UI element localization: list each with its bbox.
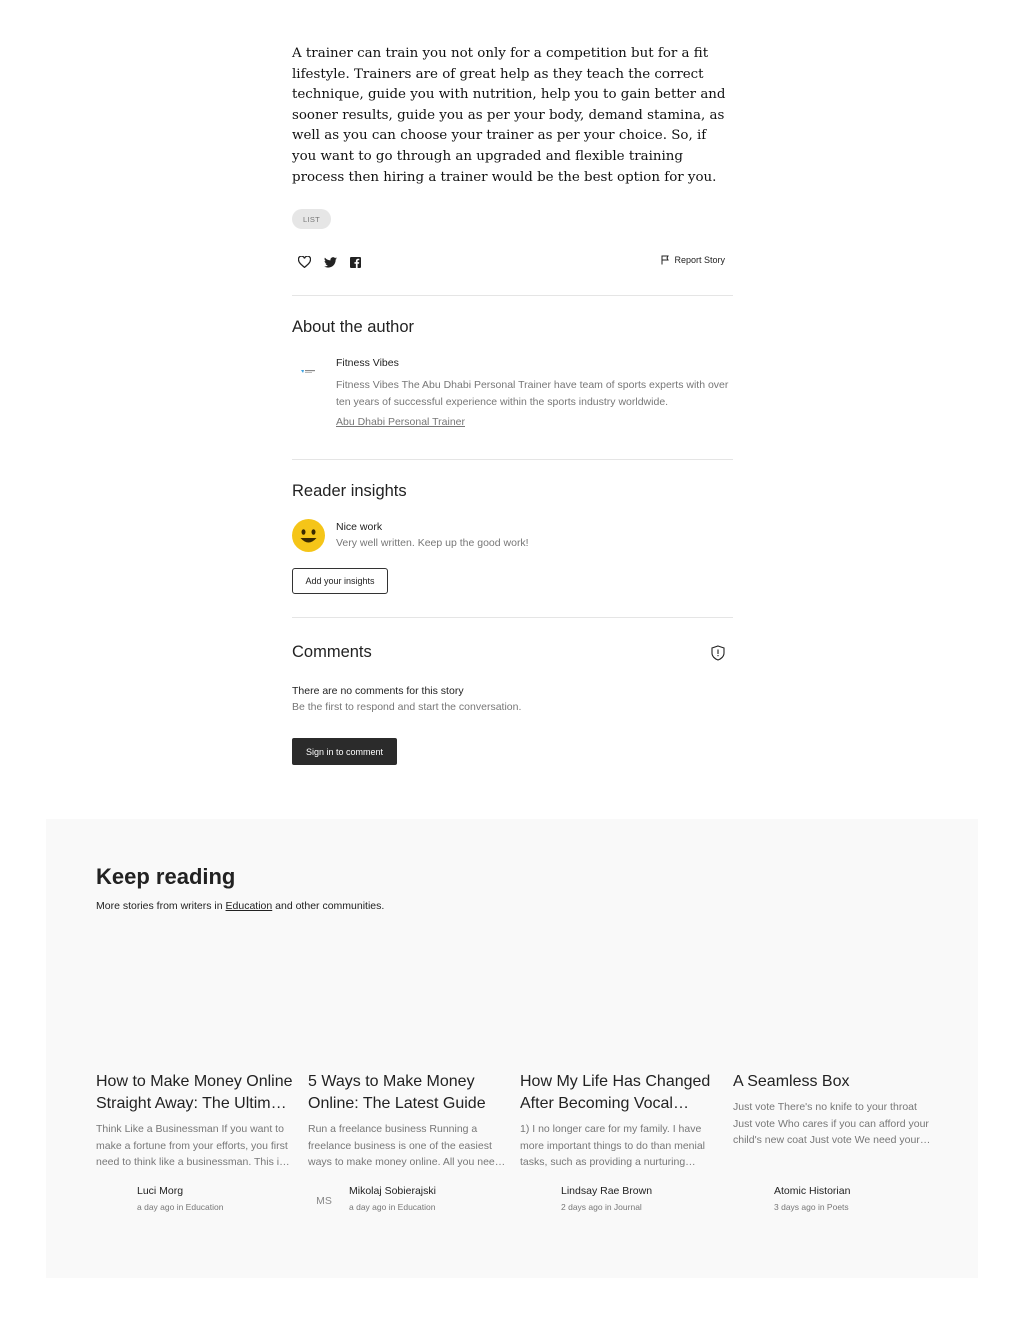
- add-insights-button[interactable]: Add your insights: [292, 568, 388, 594]
- insight-text: Very well written. Keep up the good work!: [336, 537, 529, 549]
- flag-icon: [661, 255, 670, 265]
- divider: [292, 459, 733, 460]
- heart-icon[interactable]: [294, 252, 314, 272]
- article-body: [292, 44, 733, 188]
- about-author-heading: About the author: [292, 318, 415, 336]
- story-meta: a day ago in Education: [137, 1202, 224, 1212]
- twitter-icon[interactable]: [320, 252, 340, 272]
- sign-in-to-comment-button[interactable]: Sign in to comment: [292, 738, 397, 765]
- community-link-education[interactable]: Education: [225, 900, 273, 912]
- story-meta: 2 days ago in Journal: [561, 1202, 642, 1212]
- article-paragraph: A trainer can train you not only for a competition but for a fit lifestyle. Trainers are of great help as they teach the correct technique, guide you with nutrition, help you to gain better and sooner results, guide you as per your body, demand stamina, as well as you can choose your trainer as per your choice. So, if you want to go through an upgraded and flexible training process then hiring a trainer would be the best option for you.: [292, 46, 726, 185]
- author-name[interactable]: Luci Morg: [137, 1185, 184, 1197]
- keep-reading-subtitle: More stories from writers in Education and other communities.: [96, 900, 385, 912]
- story-card[interactable]: [96, 1071, 294, 1171]
- keep-reading-section: [46, 819, 978, 1278]
- story-excerpt: Just vote There's no knife to your throat Just vote Who cares if you can afford your child's new coat Just vote We need your: [733, 1101, 929, 1146]
- avatar[interactable]: MS: [316, 1195, 332, 1207]
- report-story-button[interactable]: [661, 255, 725, 265]
- shield-icon[interactable]: [710, 645, 726, 661]
- author-bio: Fitness Vibes The Abu Dhabi Personal Trainer have team of sports experts with over ten years of successful experience within the sports industry worldwide.: [336, 379, 729, 408]
- story-meta: a day ago in Education: [349, 1202, 436, 1212]
- story-excerpt: Think Like a Businessman If you want to make a fortune from your efforts, you first need to think like a businessman. This is: [96, 1123, 288, 1168]
- divider: [292, 295, 733, 296]
- avatar[interactable]: [733, 1185, 765, 1217]
- no-comments-subtitle: Be the first to respond and start the conversation.: [292, 701, 522, 713]
- story-title[interactable]: 5 Ways to Make Money Online: The Latest Guide: [308, 1073, 486, 1112]
- story-meta: 3 days ago in Poets: [774, 1202, 849, 1212]
- author-name[interactable]: Fitness Vibes: [336, 357, 399, 369]
- facebook-icon[interactable]: [345, 252, 365, 272]
- author-name[interactable]: Lindsay Rae Brown: [561, 1185, 653, 1197]
- keep-reading-title: Keep reading: [96, 864, 236, 889]
- author-name[interactable]: Mikolaj Sobierajski: [349, 1185, 436, 1197]
- story-card[interactable]: [520, 1071, 718, 1171]
- no-comments-title: There are no comments for this story: [292, 685, 464, 697]
- avatar[interactable]: [520, 1185, 552, 1217]
- author-name[interactable]: Atomic Historian: [774, 1185, 851, 1197]
- story-card[interactable]: [733, 1071, 931, 1149]
- comments-heading: Comments: [292, 643, 372, 661]
- avatar[interactable]: [96, 1185, 128, 1217]
- author-logo[interactable]: [296, 364, 322, 378]
- share-row: [292, 252, 733, 272]
- story-title[interactable]: How My Life Has Changed After Becoming Vocal: [520, 1073, 711, 1112]
- tag-list[interactable]: LIST: [292, 209, 331, 229]
- smiley-emoji-icon: [292, 519, 325, 552]
- report-story-label: Report Story: [674, 255, 725, 265]
- reader-insights-heading: Reader insights: [292, 482, 407, 500]
- divider: [292, 617, 733, 618]
- insight-title: Nice work: [336, 521, 383, 533]
- story-excerpt: Run a freelance business Running a freelance business is one of the easiest ways to make money online. All you need: [308, 1123, 501, 1168]
- story-card[interactable]: [308, 1071, 506, 1171]
- story-excerpt: 1) I no longer care for my family. I have more important things to do than menial tasks, such as providing a nurturing: [520, 1123, 706, 1168]
- story-title[interactable]: How to Make Money Online Straight Away: The Ultimate: [96, 1073, 293, 1112]
- author-link[interactable]: Abu Dhabi Personal Trainer: [336, 416, 465, 428]
- story-title[interactable]: A Seamless Box: [733, 1073, 850, 1090]
